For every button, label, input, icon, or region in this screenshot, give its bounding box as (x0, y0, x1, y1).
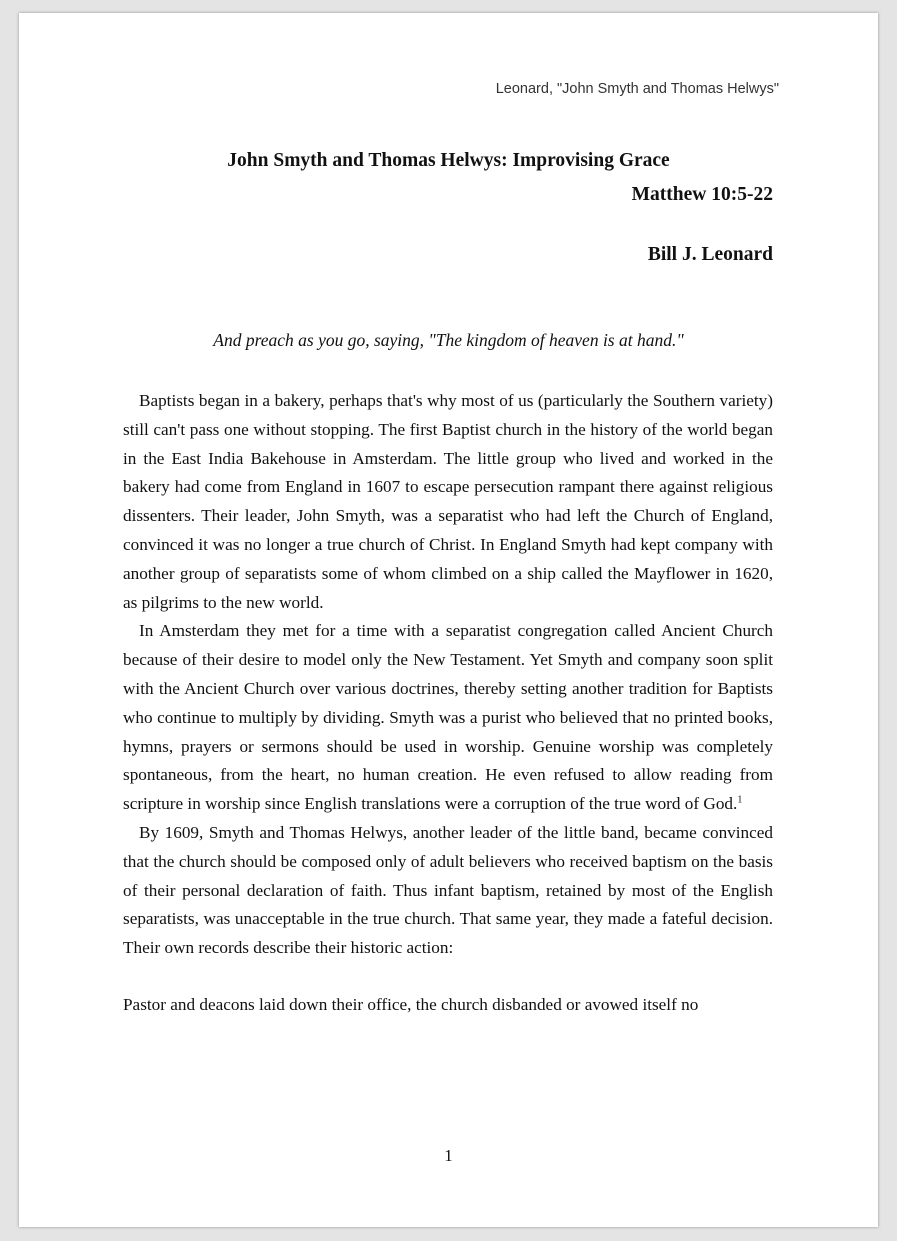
page-number: 1 (444, 1146, 453, 1165)
document-page (19, 13, 878, 1227)
body-paragraph (123, 387, 773, 617)
paragraph-text: In Amsterdam they met for a time with a separatist congregation called Ancient Church because of their desire to model only the New Testament. Yet Smyth and company soon split with the Ancient Church over various doctrines, thereby setting another tradition for Baptists who continue to multiply by dividing. Smyth was a purist who believed that no printed books, hymns, prayers or sermons should be used in worship. Genuine worship was completely spontaneous, from the heart, no human creation. He even refused to allow reading from scripture in worship since English translations were a corruption of the true word of God. (123, 621, 773, 814)
footnote-marker[interactable]: 1 (737, 794, 743, 806)
body-paragraph (123, 819, 773, 963)
body-text (123, 387, 773, 1020)
sermon-title: John Smyth and Thomas Helwys: Improvising Grace (227, 150, 670, 171)
epigraph-quote: And preach as you go, saying, "The kingdom of heaven is at hand." (213, 330, 684, 350)
block-quote-text: Pastor and deacons laid down their office, the church disbanded or avowed itself no (123, 994, 699, 1014)
paragraph-text: Baptists began in a bakery, perhaps that's why most of us (particularly the Southern variety) still can't pass one without stopping. The first Baptist church in the history of the world began in the East India Bakehouse in Amsterdam. The little group who lived and worked in the bakery had come from England in 1607 to escape persecution rampant there against religious dissenters. Their leader, John Smyth, was a separatist who had left the Church of England, convinced it was no longer a true church of Christ. In England Smyth had kept company with another group of separatists some of whom climbed on a ship called the Mayflower in 1620, as pilgrims to the new world. (123, 391, 773, 612)
block-quote (123, 991, 773, 1020)
body-paragraph (123, 617, 773, 819)
running-head: Leonard, "John Smyth and Thomas Helwys" (495, 81, 779, 97)
paragraph-text: By 1609, Smyth and Thomas Helwys, another leader of the little band, became convinced that the church should be composed only of adult believers who received baptism on the basis of their personal declaration of faith. Thus infant baptism, retained by most of the English separatists, was unacceptable in the true church. That same year, they made a fateful decision. Their own records describe their historic action: (123, 822, 773, 958)
scripture-reference: Matthew 10:5-22 (631, 184, 773, 205)
author-name: Bill J. Leonard (647, 244, 773, 265)
